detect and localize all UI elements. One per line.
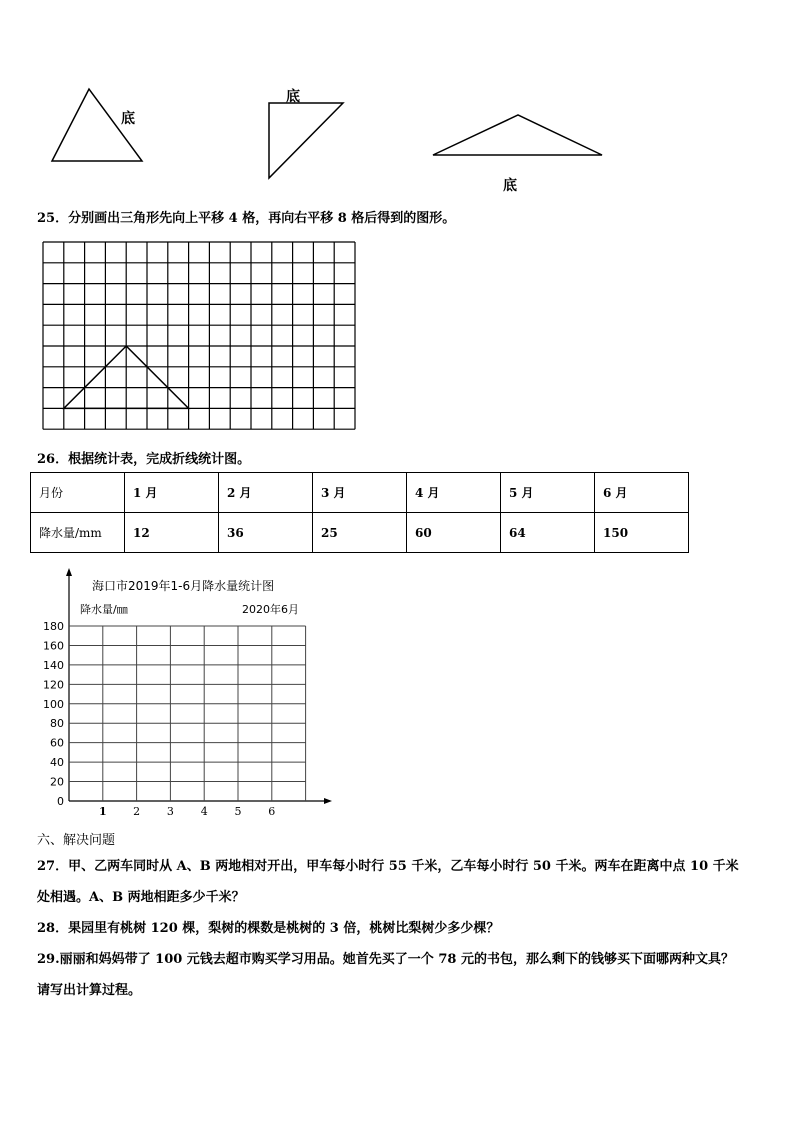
x-tick-label: 2 (133, 805, 141, 818)
value-cell: 60 (407, 513, 501, 553)
table-row-month (31, 473, 689, 513)
section-title: 六、解决问题 (37, 833, 116, 848)
month-cell: 2 月 (219, 473, 313, 513)
question-28: 28．果园里有桃树 120 棵，梨树的棵数是桃树的 3 倍，桃树比梨树少多少棵？ (37, 921, 500, 936)
y-tick-label: 60 (50, 736, 64, 750)
header-month: 月份 (31, 473, 125, 513)
base-label-3: 底 (503, 178, 517, 194)
triangle-figures (0, 0, 794, 200)
x-tick-label: 5 (234, 805, 242, 818)
month-cell: 6 月 (595, 473, 689, 513)
month-cell: 5 月 (501, 473, 595, 513)
translation-grid (40, 239, 360, 435)
x-tick-label: 4 (200, 805, 208, 818)
question-25: 25．分别画出三角形先向上平移 4 格，再向右平移 8 格后得到的图形。 (37, 211, 456, 226)
x-axis-arrow-icon (324, 798, 332, 804)
question-29-line2: 请写出计算过程。 (37, 983, 142, 998)
y-tick-label: 140 (43, 658, 64, 672)
value-cell: 64 (501, 513, 595, 553)
question-27-line2: 处相遇。A、B 两地相距多少千米？ (37, 890, 245, 905)
y-tick-label: 100 (43, 697, 64, 711)
table-row-rainfall (31, 513, 689, 553)
month-cell: 3 月 (313, 473, 407, 513)
y-tick-label: 120 (43, 678, 64, 692)
question-29-line1: 29.丽丽和妈妈带了 100 元钱去超市购买学习用品。她首先买了一个 78 元的书包，那么剩下的钱够买下面哪两种文具？ (37, 952, 734, 967)
rainfall-table (30, 472, 689, 553)
rainfall-line-chart (0, 560, 360, 825)
header-rainfall: 降水量/mm (31, 513, 125, 553)
question-26: 26．根据统计表，完成折线统计图。 (37, 452, 251, 467)
base-label-2: 底 (286, 89, 300, 105)
x-tick-label: 6 (268, 805, 276, 818)
y-tick-label: 20 (50, 775, 64, 789)
triangle-obtuse (433, 115, 602, 155)
chart-ylabel: 降水量/㎜ (80, 603, 128, 616)
value-cell: 25 (313, 513, 407, 553)
value-cell: 36 (219, 513, 313, 553)
y-tick-label: 160 (43, 639, 64, 653)
y-tick-label: 80 (50, 717, 64, 731)
y-axis-arrow-icon (66, 568, 72, 576)
x-tick-label: 1 (98, 805, 107, 818)
month-cell: 1 月 (125, 473, 219, 513)
base-label-1: 底 (121, 111, 135, 127)
x-tick-label: 3 (166, 805, 174, 818)
triangle-right (269, 103, 343, 178)
question-27-line1: 27．甲、乙两车同时从 A、B 两地相对开出，甲车每小时行 55 千米，乙车每小时行 50 千米。两车在距离中点 10 千米 (37, 859, 739, 874)
value-cell: 12 (125, 513, 219, 553)
y-tick-label: 40 (50, 756, 64, 770)
chart-date: 2020年6月 (242, 603, 299, 616)
y-tick-label: 0 (57, 795, 64, 808)
y-tick-label: 180 (43, 620, 64, 633)
month-cell: 4 月 (407, 473, 501, 513)
chart-title: 海口市2019年1-6月降水量统计图 (92, 579, 275, 593)
value-cell: 150 (595, 513, 689, 553)
